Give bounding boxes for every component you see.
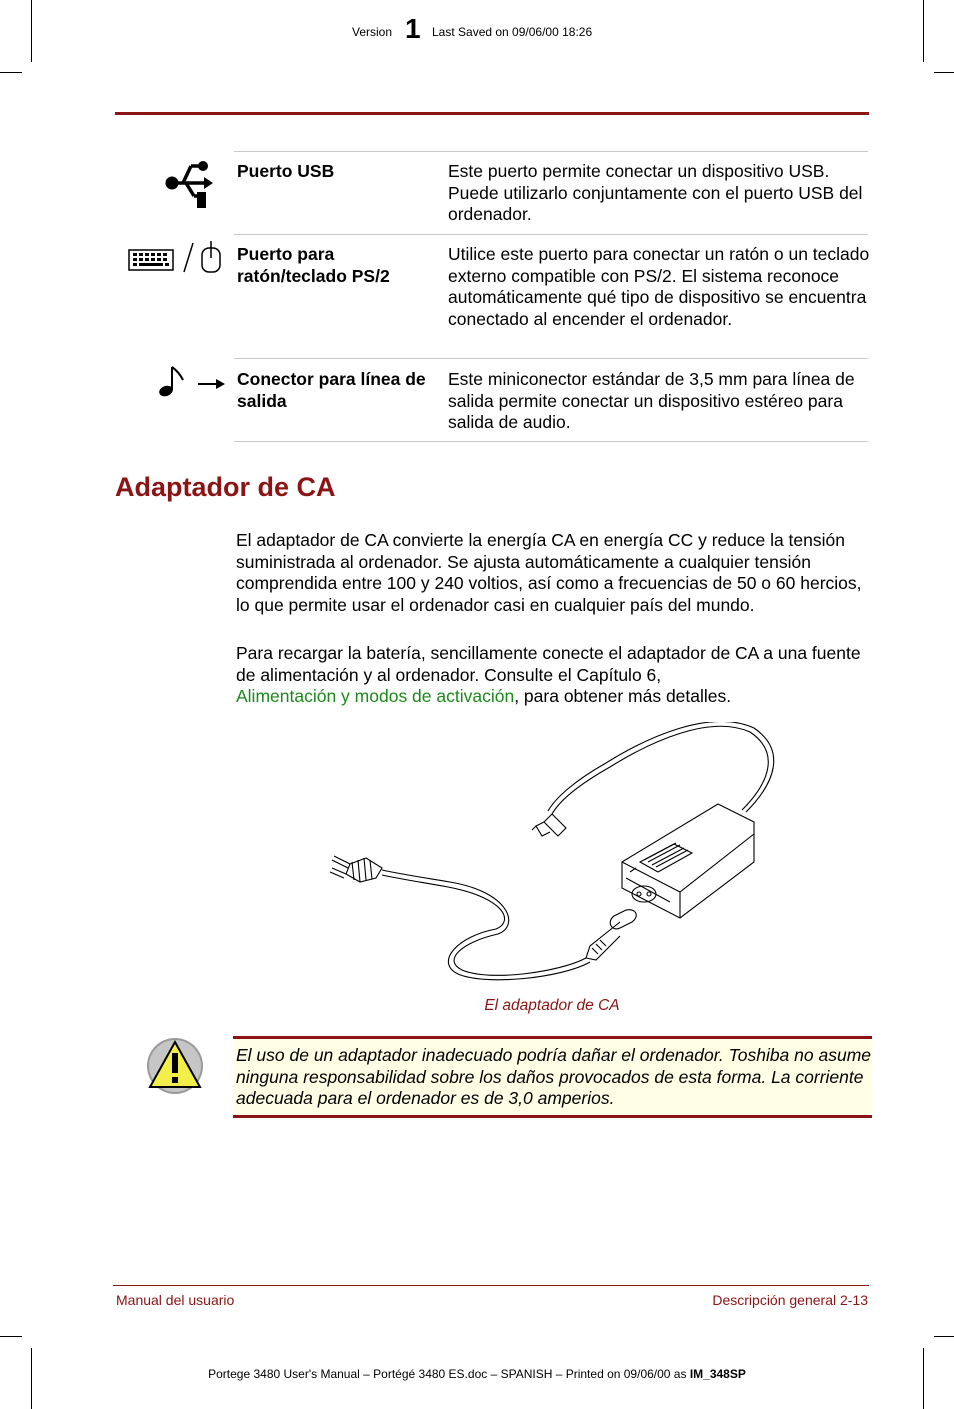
crop-mark (0, 1336, 22, 1337)
last-saved: Last Saved on 09/06/00 18:26 (432, 25, 593, 39)
port-term-lineout: Conector para línea de salida (237, 369, 426, 411)
line-out-icon (157, 364, 225, 400)
note-text: El uso de un adaptador inadecuado podría dañar el ordenador. Toshiba no asume ninguna responsabilidad sobre los daños provocados de esta forma. La corriente adecuada para el ordenador es de 3,0 amperios. (236, 1045, 872, 1108)
header-rule (115, 112, 869, 115)
crop-mark (934, 1336, 954, 1337)
paragraph-2-text: Para recargar la batería, sencillamente conecte el adaptador de CA a una fuente de alimentación y al ordenador. Consulte el Capítulo 6, (236, 643, 861, 685)
warning-icon (145, 1037, 205, 1095)
version-number: 1 (405, 13, 421, 44)
paragraph-1: El adaptador de CA convierte la energía CA en energía CC y reduce la tensión suministrada al ordenador. Se ajusta automáticamente a cualquier tensión comprendida entre 100 y 240 voltios, así como a frecuencias de 50 o 60 hercios, lo que permite usar el ordenador casi en cualquier país del mundo. (236, 530, 862, 615)
chapter-link[interactable]: Alimentación y modos de activación (236, 686, 515, 706)
port-desc-usb: Este puerto permite conectar un dispositivo USB. Puede utilizarlo conjuntamente con el puerto USB del ordenador. (448, 161, 863, 224)
footer-manual: Manual del usuario (116, 1292, 235, 1308)
crop-mark (0, 72, 22, 73)
footer-page: Descripción general 2-13 (712, 1292, 868, 1308)
crop-mark (923, 0, 924, 62)
print-line-code: IM_348SP (689, 1367, 746, 1381)
port-desc-ps2: Utilice este puerto para conectar un ratón o un teclado externo compatible con PS/2. El sistema reconoce automáticamente qué tipo de dispositivo se encuentra conectado al encender el ordenador. (448, 244, 870, 329)
table-rule (234, 441, 868, 442)
crop-mark (31, 0, 32, 62)
table-rule (234, 151, 868, 152)
paragraph-2 (236, 643, 876, 708)
version-label: Version (352, 25, 393, 39)
print-line (0, 1367, 954, 1381)
crop-mark (934, 72, 954, 73)
port-term-ps2: Puerto para ratón/teclado PS/2 (237, 244, 390, 286)
footer-rule (113, 1285, 869, 1286)
paragraph-2-tail: , para obtener más detalles. (514, 686, 732, 706)
keyboard-mouse-icon (127, 240, 225, 276)
table-rule (234, 358, 868, 359)
print-line-text: Portege 3480 User's Manual – Portégé 3480 ES.doc – SPANISH – Printed on 09/06/00 as (208, 1367, 687, 1381)
port-desc-lineout: Este miniconector estándar de 3,5 mm para línea de salida permite conectar un dispositivo estéreo para salida de audio. (448, 369, 855, 432)
figure-caption: El adaptador de CA (484, 997, 620, 1014)
section-title: Adaptador de CA (115, 472, 336, 502)
usb-icon (163, 158, 213, 210)
table-rule (234, 234, 868, 235)
port-term-usb: Puerto USB (237, 161, 335, 181)
ac-adapter-illustration (330, 722, 780, 984)
